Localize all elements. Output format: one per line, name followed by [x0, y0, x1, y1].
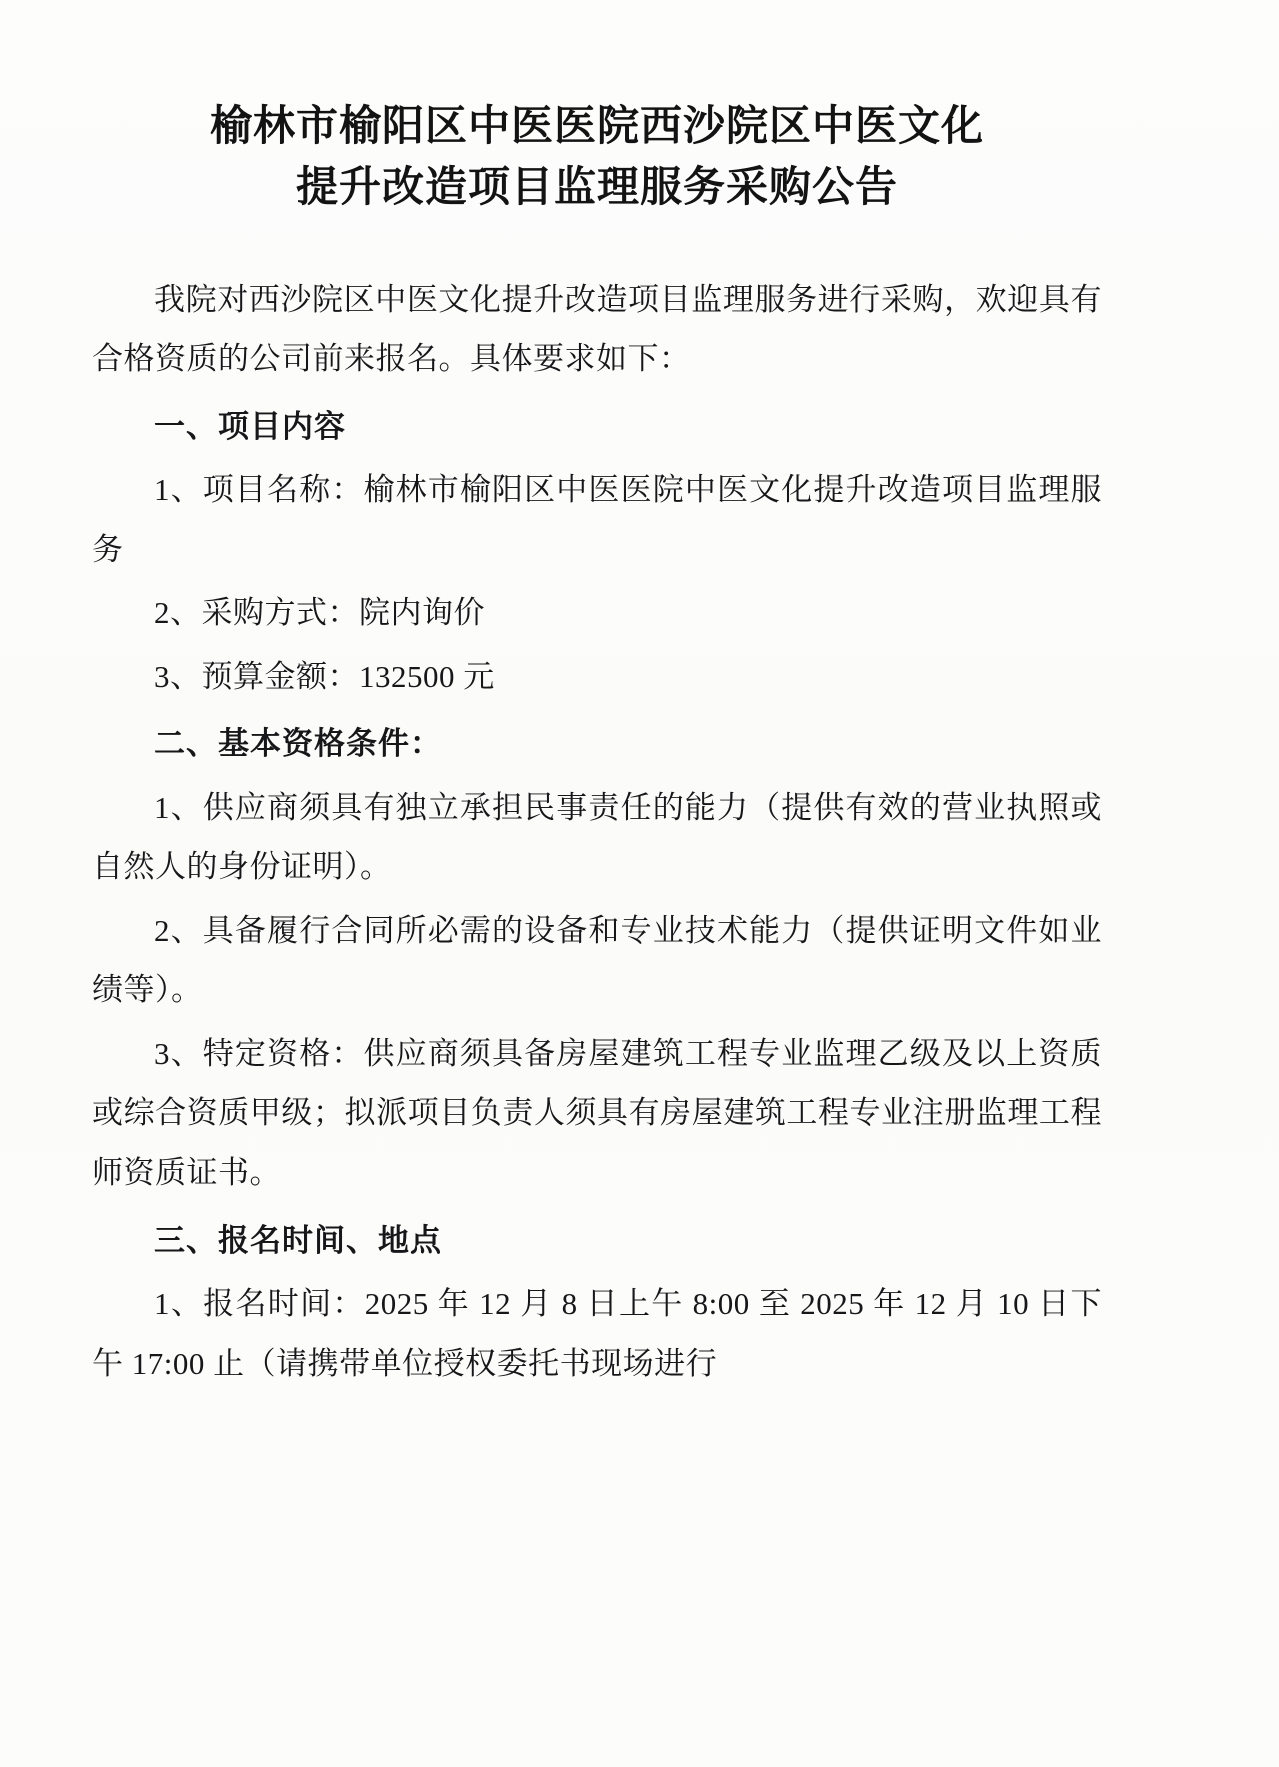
section-2-item-1: 1、供应商须具有独立承担民事责任的能力（提供有效的营业执照或自然人的身份证明）。 [92, 789, 1102, 885]
page-title-line-2: 提升改造项目监理服务采购公告 [295, 162, 898, 210]
intro-paragraph: 我院对西沙院区中医文化提升改造项目监理服务进行采购，欢迎具有合格资质的公司前来报名。具体要求如下： [92, 281, 1102, 377]
page-title-line-1: 榆林市榆阳区中医医院西沙院区中医文化 [209, 102, 984, 149]
document-body [92, 270, 1102, 1393]
section-1-item-3: 3、预算金额：132500 元 [154, 658, 495, 694]
section-heading-1: 一、项目内容 [154, 408, 346, 444]
section-1-item-1: 1、项目名称：榆林市榆阳区中医医院中医文化提升改造项目监理服务 [92, 472, 1102, 567]
section-1-item-2: 2、采购方式：院内询价 [154, 595, 485, 631]
document-content [92, 0, 1102, 1397]
section-heading-2: 二、基本资格条件： [154, 726, 442, 762]
page-title [92, 0, 1102, 218]
section-2-item-2: 2、具备履行合同所必需的设备和专业技术能力（提供证明文件如业绩等）。 [92, 912, 1102, 1008]
section-2-item-3: 3、特定资格：供应商须具备房屋建筑工程专业监理乙级及以上资质或综合资质甲级；拟派项目负责人须具有房屋建筑工程专业注册监理工程师资质证书。 [92, 1035, 1102, 1190]
section-heading-3: 三、报名时间、地点 [154, 1222, 442, 1258]
section-3-item-1: 1、报名时间：2025 年 12 月 8 日上午 8:00 至 2025 年 12 月 10 日下午 17:00 止（请携带单位授权委托书现场进行 [92, 1286, 1102, 1381]
